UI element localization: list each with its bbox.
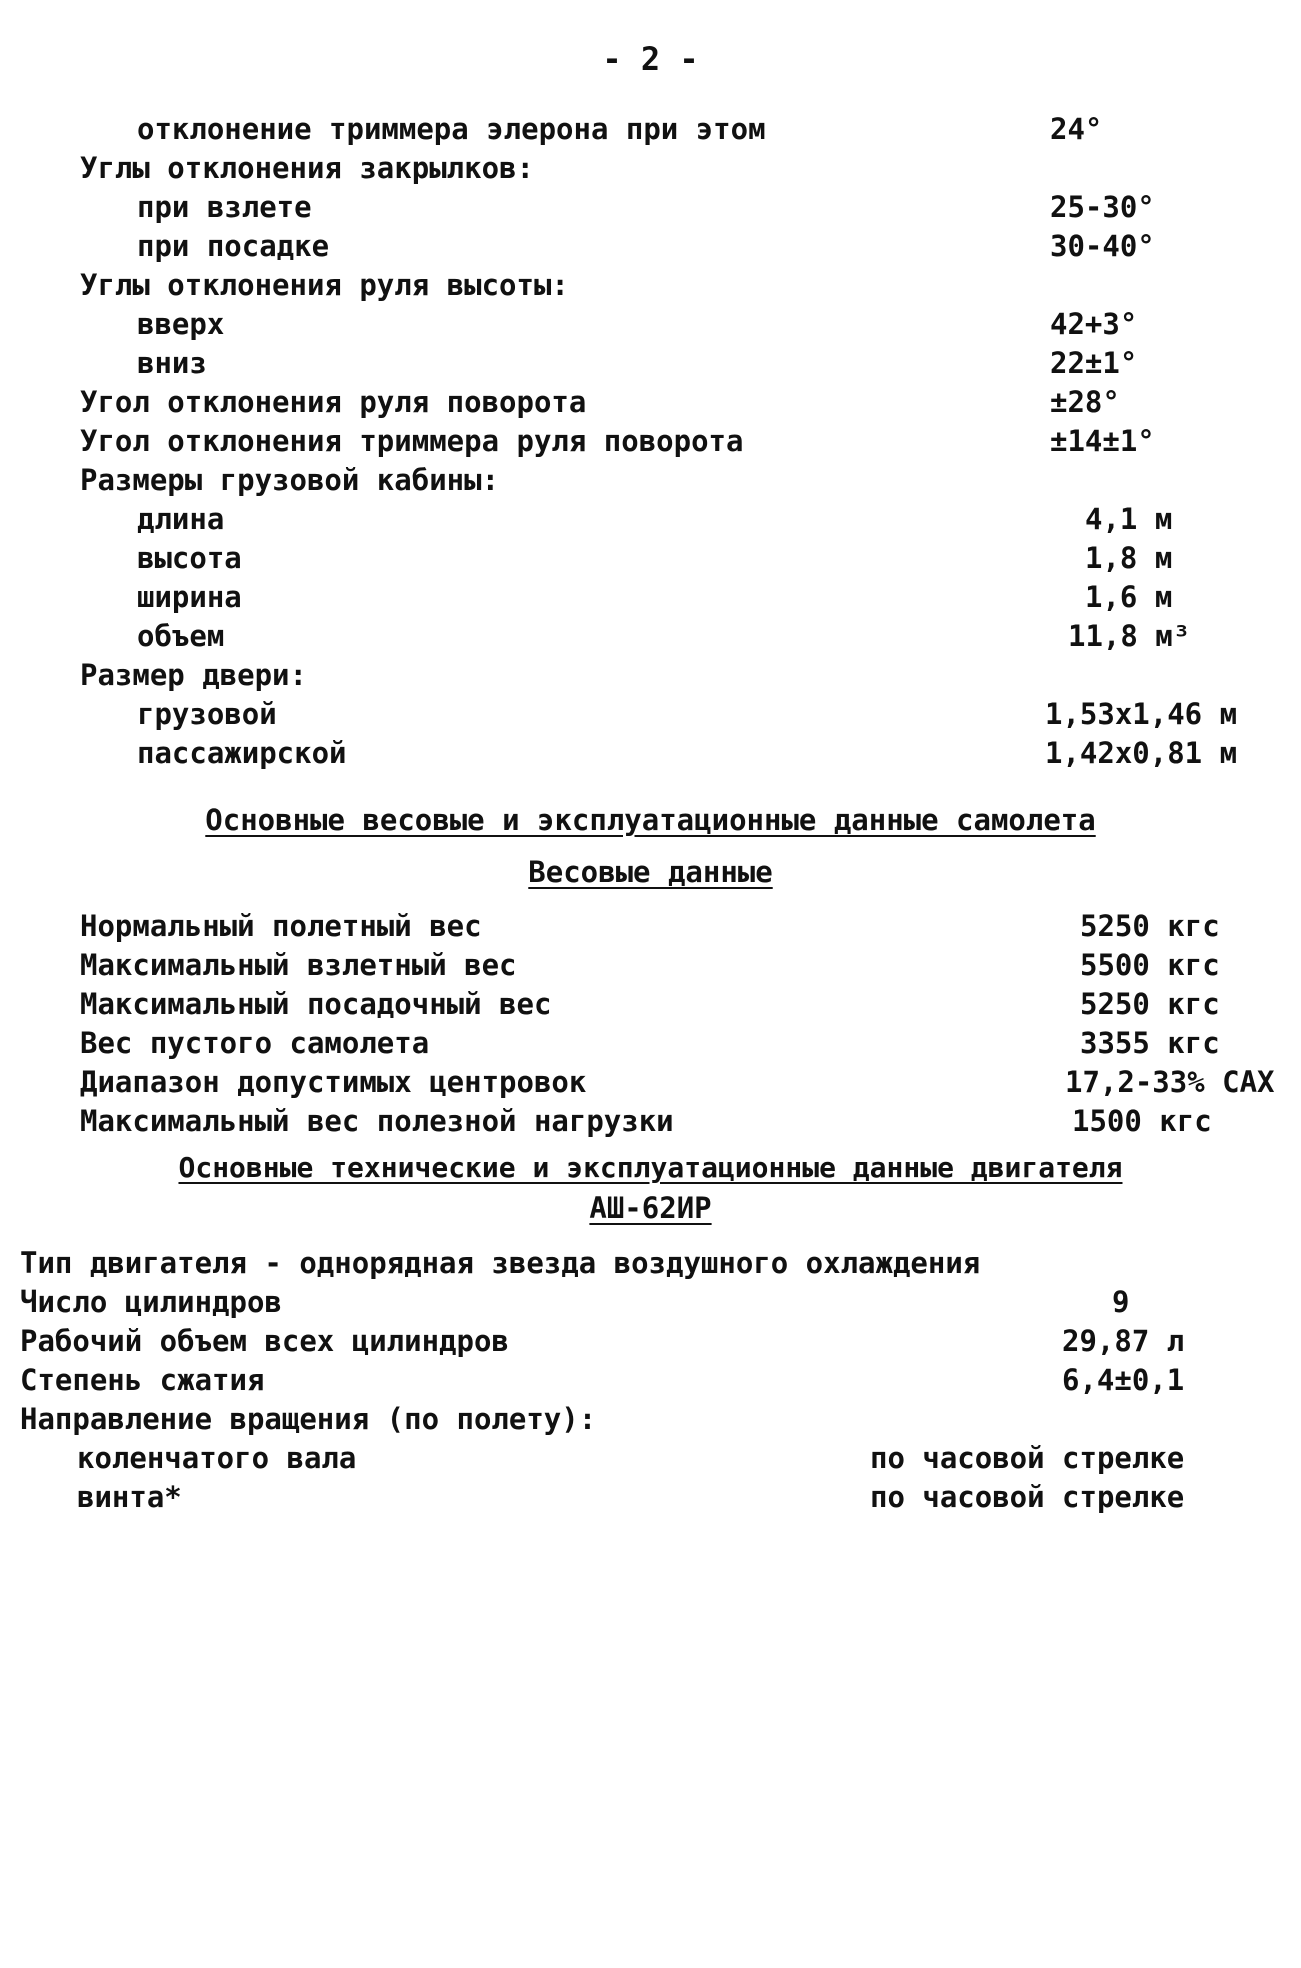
spec-label: грузовой [137, 697, 277, 731]
engine-label: Степень сжатия [20, 1363, 265, 1397]
spec-row [0, 382, 1301, 422]
spec-row [0, 499, 1301, 539]
spec-row [0, 187, 1301, 227]
weight-row [0, 1062, 1301, 1102]
weight-value: 5500 кгс [1080, 948, 1220, 982]
spec-label: при посадке [137, 229, 330, 263]
weight-value: 1500 кгс [1072, 1104, 1212, 1138]
engine-row [0, 1477, 1301, 1517]
weight-label: Нормальный полетный вес [80, 909, 482, 943]
spec-value: 1,6 м [1085, 580, 1173, 614]
spec-label: Углы отклонения закрылков: [80, 151, 534, 185]
weight-value: 17,2-33% САХ [1065, 1065, 1275, 1099]
spec-row [0, 733, 1301, 773]
spec-label: Угол отклонения триммера руля поворота [80, 424, 744, 458]
spec-row [0, 304, 1301, 344]
weight-label: Диапазон допустимых центровок [80, 1065, 587, 1099]
weight-row [0, 1101, 1301, 1141]
weight-row [0, 906, 1301, 946]
engine-value: 9 [1112, 1285, 1130, 1319]
engine-label: Направление вращения (по полету): [20, 1402, 597, 1436]
section-title: Основные технические и эксплуатационные данные двигателя [178, 1151, 1123, 1184]
page-number: - 2 - [602, 40, 699, 78]
spec-value: 1,42x0,81 м [1045, 736, 1238, 770]
weight-row [0, 984, 1301, 1024]
spec-label: длина [137, 502, 225, 536]
spec-label: Размер двери: [80, 658, 307, 692]
spec-row [0, 226, 1301, 266]
spec-value: 1,53x1,46 м [1045, 697, 1238, 731]
engine-label: коленчатого вала [77, 1441, 357, 1475]
spec-value: 25-30° [1050, 190, 1155, 224]
spec-row [0, 694, 1301, 734]
spec-label: пассажирской [137, 736, 347, 770]
spec-value: 30-40° [1050, 229, 1155, 263]
engine-row [0, 1360, 1301, 1400]
engine-group-heading [0, 1399, 1301, 1439]
engine-label: Рабочий объем всех цилиндров [20, 1324, 509, 1358]
weight-row [0, 1023, 1301, 1063]
engine-value: 29,87 л [1062, 1324, 1185, 1358]
spec-label: вниз [137, 346, 207, 380]
spec-value: 22±1° [1050, 346, 1138, 380]
spec-row [0, 109, 1301, 149]
spec-label: отклонение триммера элерона при этом [137, 112, 766, 146]
spec-group-heading [0, 655, 1301, 695]
engine-row [0, 1321, 1301, 1361]
weight-label: Максимальный посадочный вес [80, 987, 552, 1021]
weight-value: 5250 кгс [1080, 909, 1220, 943]
weight-value: 5250 кгс [1080, 987, 1220, 1021]
engine-label: Число цилиндров [20, 1285, 282, 1319]
weight-label: Максимальный вес полезной нагрузки [80, 1104, 674, 1138]
spec-row [0, 577, 1301, 617]
section-title: Основные весовые и эксплуатационные данные самолета [205, 803, 1096, 837]
weight-row [0, 945, 1301, 985]
weight-value: 3355 кгс [1080, 1026, 1220, 1060]
spec-label: Размеры грузовой кабины: [80, 463, 500, 497]
spec-value: 1,8 м [1085, 541, 1173, 575]
spec-label: Углы отклонения руля высоты: [80, 268, 569, 302]
spec-label: при взлете [137, 190, 312, 224]
spec-value: 4,1 м [1085, 502, 1173, 536]
spec-value: ±14±1° [1050, 424, 1155, 458]
spec-row [0, 616, 1301, 656]
spec-row [0, 538, 1301, 578]
engine-value: по часовой стрелке [870, 1441, 1185, 1475]
engine-value: по часовой стрелке [870, 1480, 1185, 1514]
weight-label: Максимальный взлетный вес [80, 948, 517, 982]
spec-label: Угол отклонения руля поворота [80, 385, 587, 419]
engine-row [0, 1282, 1301, 1322]
spec-group-heading [0, 265, 1301, 305]
spec-label: ширина [137, 580, 242, 614]
section-subtitle: Весовые данные [528, 855, 773, 889]
engine-label: винта* [77, 1480, 182, 1514]
engine-type [0, 1243, 1301, 1283]
spec-value: 11,8 м³ [1068, 619, 1191, 653]
spec-row [0, 343, 1301, 383]
spec-row [0, 421, 1301, 461]
spec-label: вверх [137, 307, 225, 341]
spec-value: ±28° [1050, 385, 1120, 419]
engine-type-text: Тип двигателя - однорядная звезда воздушного охлаждения [20, 1246, 981, 1280]
spec-group-heading [0, 460, 1301, 500]
engine-value: 6,4±0,1 [1062, 1363, 1185, 1397]
spec-label: высота [137, 541, 242, 575]
spec-value: 42+3° [1050, 307, 1138, 341]
section-subtitle: АШ-62ИР [589, 1191, 712, 1225]
spec-group-heading [0, 148, 1301, 188]
spec-value: 24° [1050, 112, 1103, 146]
engine-row [0, 1438, 1301, 1478]
weight-label: Вес пустого самолета [80, 1026, 430, 1060]
spec-label: объем [137, 619, 225, 653]
